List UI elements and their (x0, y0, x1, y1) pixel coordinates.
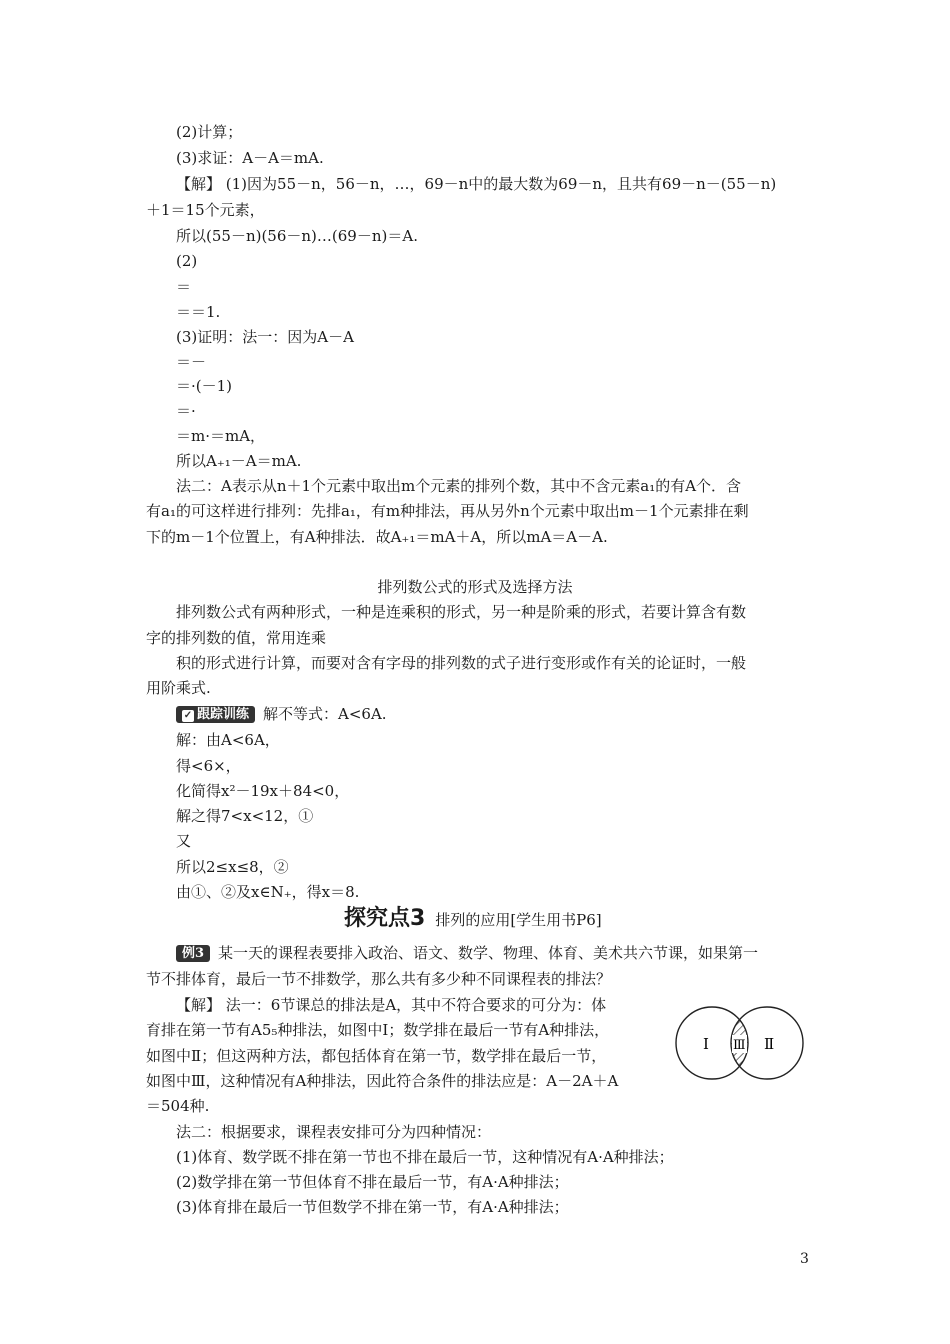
line-11: ＝·(－1) (176, 377, 233, 395)
line-7: ＝ (176, 278, 192, 296)
solution-line-2: 育排在第一节有A5₅种排法，如图中Ⅰ；数学排在最后一节有A种排法， (146, 1021, 610, 1039)
line-6: (2) (176, 252, 198, 270)
venn-label-left: Ⅰ (703, 1035, 709, 1053)
step-7: 由①、②及x∈N₊，得x＝8. (176, 883, 360, 901)
section-title-main: 探究点3 (344, 906, 426, 931)
venn-label-right: Ⅱ (764, 1035, 775, 1053)
example-line-1 (176, 943, 758, 963)
method2-line-2: (1)体育、数学既不排在第一节也不排在最后一节，这种情况有A·A种排法； (176, 1148, 674, 1166)
check-icon: ✓ (183, 710, 193, 721)
follow-training-text: 解不等式：A<6A. (263, 705, 387, 723)
line-8: ＝＝1. (176, 303, 221, 321)
solution-text: (1)因为55－n，56－n，…，69－n中的最大数为69－n，且共有69－n－(55－n) (221, 175, 777, 193)
follow-training (176, 704, 387, 724)
solution2-text: 法一：6节课总的排法是A，其中不符合要求的可分为：体 (221, 996, 607, 1014)
step-5: 又 (176, 832, 192, 850)
example-text-1: 某一天的课程表要排入政治、语文、数学、物理、体育、美术共六节课，如果第一 (218, 944, 759, 962)
line-5: 所以(55－n)(56－n)…(69－n)＝A. (176, 227, 418, 245)
example-line-2: 节不排体育，最后一节不排数学，那么共有多少种不同课程表的排法？ (146, 970, 612, 988)
para-2: 字的排列数的值，常用连乘 (146, 629, 327, 647)
line-14: 所以A₊₁－A＝mA. (176, 452, 302, 470)
solution-line-5: ＝504种. (146, 1097, 210, 1115)
step-4: 解之得7<x<12，① (176, 807, 314, 825)
section-title-sub: 排列的应用[学生用书P6] (435, 911, 602, 929)
step-6: 所以2≤x≤8，② (176, 858, 289, 876)
line-15: 法二：A表示从n＋1个元素中取出m个元素的排列个数，其中不含元素a₁的有A个．含 (176, 477, 742, 495)
follow-training-badge: ✓ 跟踪训练 (176, 706, 255, 723)
venn-diagram (672, 1004, 807, 1082)
solution2-label: 【解】 (176, 996, 222, 1014)
line-12: ＝· (176, 402, 196, 420)
line-4: ＋1＝15个元素， (146, 201, 265, 219)
method2-line-1: 法二：根据要求，课程表安排可分为四种情况： (176, 1123, 492, 1141)
solution-line-1 (176, 995, 606, 1015)
line-9: (3)证明：法一：因为A－A (176, 328, 354, 346)
solution-label: 【解】 (176, 175, 222, 193)
section-title (344, 906, 602, 933)
method2-line-3: (2)数学排在第一节但体育不排在最后一节，有A·A种排法； (176, 1173, 569, 1191)
line-3 (176, 174, 776, 194)
example-badge: 例3 (176, 945, 210, 962)
solution-line-3: 如图中Ⅱ；但这两种方法，都包括体育在第一节，数学排在最后一节， (146, 1047, 607, 1065)
para-4: 用阶乘式. (146, 679, 211, 697)
solution-line-4: 如图中Ⅲ，这种情况有A种排法，因此符合条件的排法应是：A－2A＋A (146, 1072, 619, 1090)
step-1: 解：由A<6A， (176, 731, 280, 749)
line-10: ＝－ (176, 353, 207, 371)
page-number: 3 (800, 1251, 809, 1267)
line-1: (2)计算； (176, 123, 243, 141)
line-13: ＝m·＝mA， (176, 427, 266, 445)
para-1: 排列数公式有两种形式，一种是连乘积的形式，另一种是阶乘的形式，若要计算含有数 (176, 603, 747, 621)
section-heading: 排列数公式的形式及选择方法 (377, 578, 573, 596)
step-3: 化简得x²－19x＋84<0， (176, 782, 350, 800)
line-16: 有a₁的可这样进行排列：先排a₁，有m种排法，再从另外n个元素中取出m－1个元素排在剩 (146, 502, 749, 520)
line-17: 下的m－1个位置上，有A种排法．故A₊₁＝mA＋A，所以mA＝A－A. (146, 528, 608, 546)
step-2: 得<6×， (176, 757, 241, 775)
venn-label-mid: Ⅲ (733, 1038, 746, 1053)
line-2: (3)求证：A－A＝mA. (176, 149, 324, 167)
method2-line-4: (3)体育排在最后一节但数学不排在第一节，有A·A种排法； (176, 1198, 569, 1216)
para-3: 积的形式进行计算，而要对含有字母的排列数的式子进行变形或作有关的论证时，一般 (176, 654, 747, 672)
